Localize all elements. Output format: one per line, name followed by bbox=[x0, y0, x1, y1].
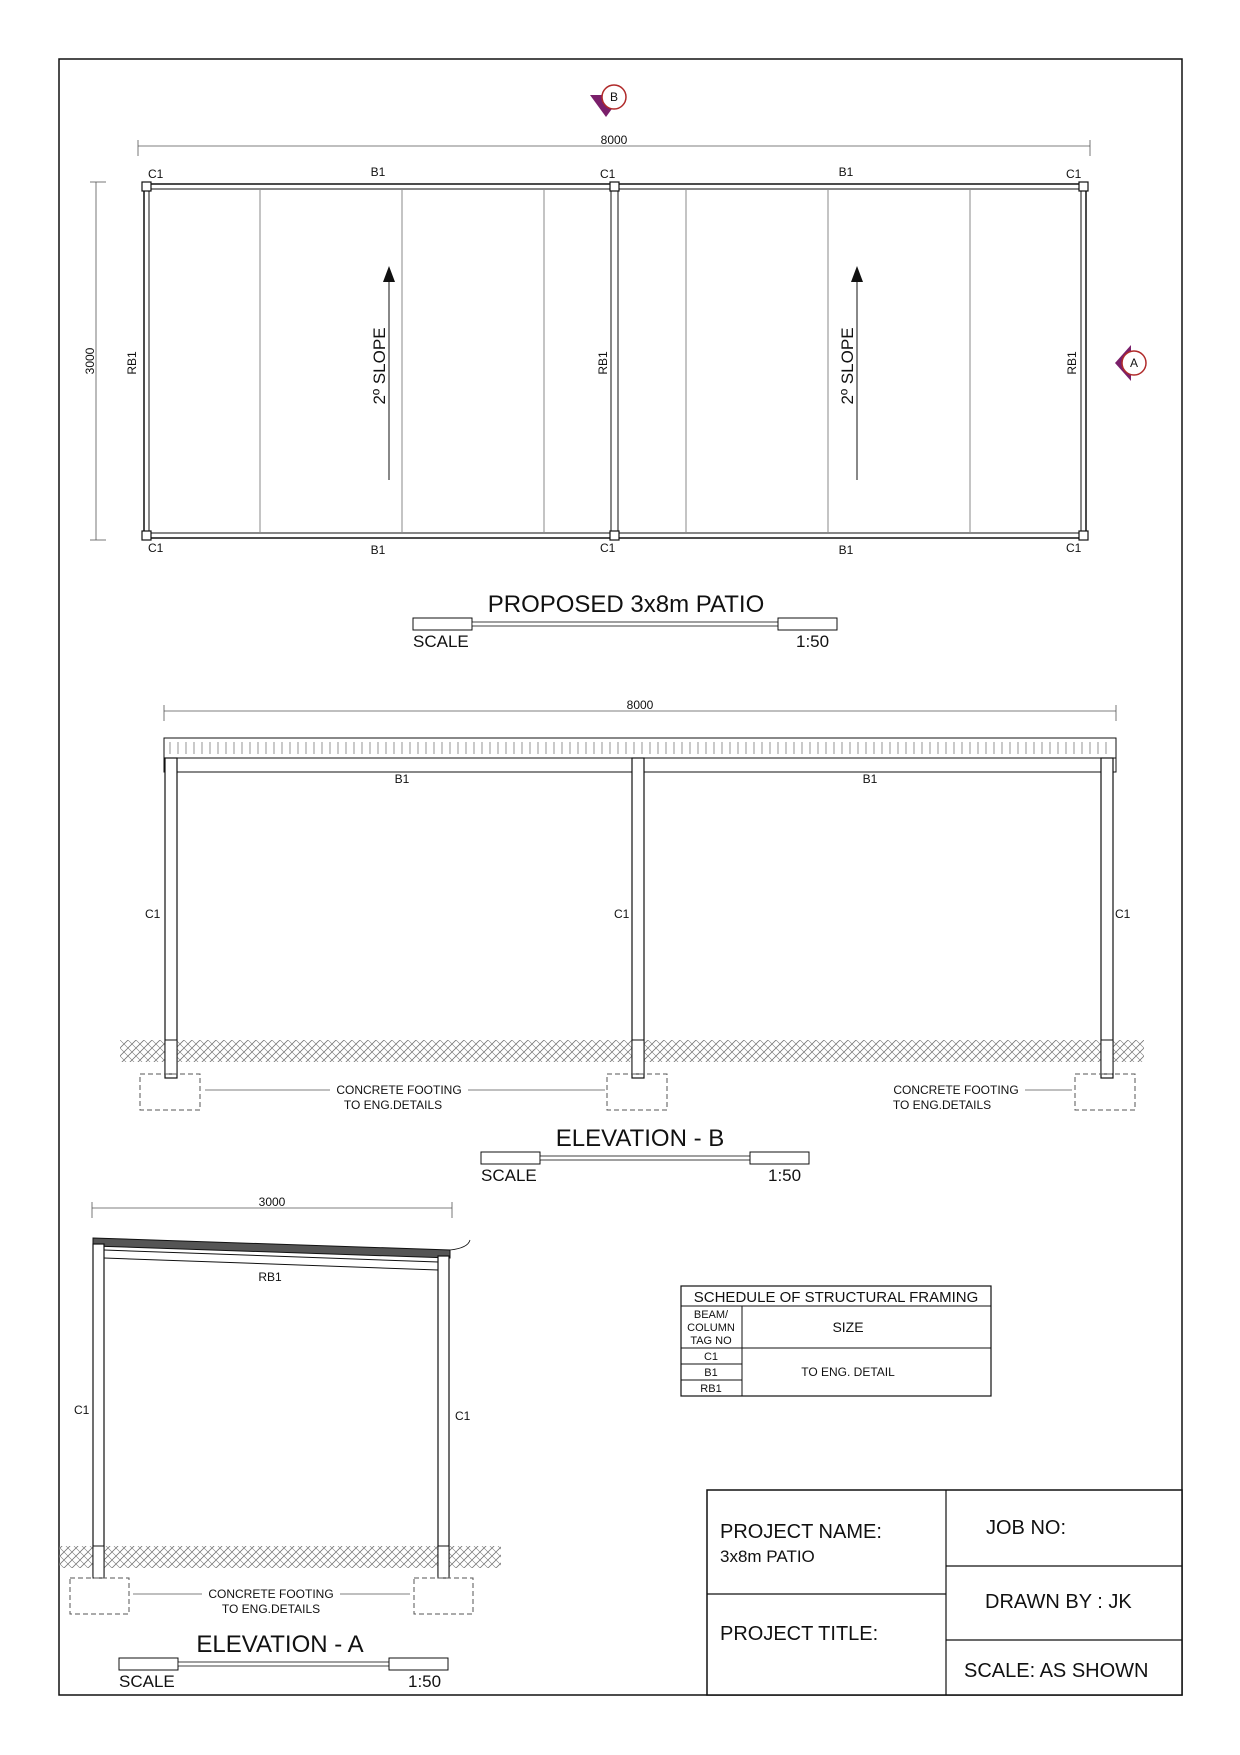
elevation-a-scale-label: SCALE bbox=[119, 1672, 175, 1691]
schedule-header-tag-line1: BEAM/ bbox=[693, 1309, 729, 1321]
plan-column-tag: C1 bbox=[600, 541, 616, 555]
elevation-b-scale-label: SCALE bbox=[481, 1166, 537, 1185]
plan-rafter-tag: RB1 bbox=[596, 351, 610, 375]
concrete-footing bbox=[607, 1074, 667, 1110]
elevation-a-column-tag: C1 bbox=[455, 1409, 471, 1423]
schedule-header-tag-line2: COLUMN bbox=[687, 1322, 735, 1334]
plan-rafter-tag: RB1 bbox=[1065, 351, 1079, 375]
roof-sheeting bbox=[164, 738, 1116, 758]
elevation-b-column-tag: C1 bbox=[1115, 907, 1131, 921]
concrete-footing bbox=[140, 1074, 200, 1110]
plan-beam-tag: B1 bbox=[370, 165, 386, 179]
plan-column bbox=[142, 531, 151, 540]
elevation-b-beam-tag: B1 bbox=[394, 772, 410, 786]
plan-column-tag: C1 bbox=[148, 541, 164, 555]
section-marker-b[interactable] bbox=[590, 85, 626, 117]
column-c1 bbox=[632, 758, 644, 1078]
plan-column bbox=[610, 531, 619, 540]
drawn-by: DRAWN BY : JK bbox=[985, 1591, 1132, 1613]
sheet-border bbox=[59, 59, 1182, 1695]
plan-view bbox=[83, 85, 1146, 651]
plan-column-tag: C1 bbox=[148, 167, 164, 181]
plan-column bbox=[610, 182, 619, 191]
plan-column-tag: C1 bbox=[1066, 167, 1082, 181]
footing-note-line2: TO ENG.DETAILS bbox=[892, 1098, 992, 1112]
project-title-label: PROJECT TITLE: bbox=[720, 1623, 879, 1645]
section-marker-b-label: B bbox=[609, 90, 619, 104]
plan-rafter-tag: RB1 bbox=[125, 351, 139, 375]
elevation-b-title: ELEVATION - B bbox=[555, 1125, 725, 1152]
slope-label: 2º SLOPE bbox=[370, 327, 389, 405]
schedule-row-tag: RB1 bbox=[700, 1383, 722, 1395]
elevation-a-scale-bar bbox=[119, 1658, 448, 1670]
column-c1 bbox=[438, 1256, 449, 1576]
section-marker-a[interactable] bbox=[1115, 345, 1146, 381]
footing-note-line1: CONCRETE FOOTING bbox=[208, 1587, 334, 1601]
schedule-size-value: TO ENG. DETAIL bbox=[801, 1365, 895, 1379]
plan-beam-tag: B1 bbox=[838, 543, 854, 557]
job-no-label: JOB NO: bbox=[986, 1517, 1067, 1539]
footing-note-line1: CONCRETE FOOTING bbox=[336, 1083, 462, 1097]
concrete-footing bbox=[414, 1578, 473, 1614]
section-marker-a-label: A bbox=[1129, 356, 1139, 370]
project-name-label: PROJECT NAME: bbox=[720, 1521, 882, 1543]
column-c1 bbox=[165, 758, 177, 1078]
schedule-row-tag: C1 bbox=[703, 1351, 719, 1363]
project-name-value: 3x8m PATIO bbox=[720, 1547, 815, 1566]
schedule-row-tag: B1 bbox=[704, 1367, 718, 1379]
elevation-b-beam-tag: B1 bbox=[862, 772, 878, 786]
plan-scale-ratio: 1:50 bbox=[796, 632, 830, 651]
column-c1 bbox=[93, 1244, 104, 1576]
elevation-a-view bbox=[59, 1195, 501, 1691]
elevation-b-scale-bar bbox=[481, 1152, 809, 1164]
schedule-header-size: SIZE bbox=[832, 1319, 864, 1335]
ground-hatch bbox=[59, 1546, 501, 1568]
elevation-b-column-tag: C1 bbox=[614, 907, 630, 921]
concrete-footing bbox=[1075, 1074, 1135, 1110]
plan-beam-tag: B1 bbox=[370, 543, 386, 557]
slope-label: 2º SLOPE bbox=[838, 327, 857, 405]
elevation-b-scale-ratio: 1:50 bbox=[768, 1166, 802, 1185]
elevation-b-column-tag: C1 bbox=[145, 907, 161, 921]
elevation-a-scale-ratio: 1:50 bbox=[408, 1672, 442, 1691]
elevation-a-rafter-tag: RB1 bbox=[258, 1270, 282, 1284]
plan-title: PROPOSED 3x8m PATIO bbox=[487, 591, 765, 618]
elevation-a-dimension: 3000 bbox=[258, 1195, 286, 1209]
footing-note-line2: TO ENG.DETAILS bbox=[343, 1098, 443, 1112]
elevation-a-title: ELEVATION - A bbox=[196, 1631, 364, 1658]
roof-sheeting-sloped bbox=[93, 1238, 450, 1258]
elevation-b-view bbox=[120, 698, 1144, 1185]
plan-beam-tag: B1 bbox=[838, 165, 854, 179]
plan-width-dimension: 3000 bbox=[83, 347, 97, 375]
footing-note-line2: TO ENG.DETAILS bbox=[221, 1602, 321, 1616]
plan-column-tag: C1 bbox=[600, 167, 616, 181]
column-c1 bbox=[1101, 758, 1113, 1078]
elevation-b-dimension: 8000 bbox=[626, 698, 654, 712]
plan-column-tag: C1 bbox=[1066, 541, 1082, 555]
plan-column bbox=[1079, 531, 1088, 540]
schedule-title: SCHEDULE OF STRUCTURAL FRAMING bbox=[693, 1289, 979, 1306]
footing-note-line1: CONCRETE FOOTING bbox=[893, 1083, 1019, 1097]
slope-arrow bbox=[838, 266, 863, 480]
plan-column bbox=[1079, 182, 1088, 191]
framing-schedule bbox=[681, 1286, 991, 1396]
schedule-header-tag-line3: TAG NO bbox=[690, 1335, 732, 1347]
plan-length-dimension: 8000 bbox=[600, 133, 628, 147]
drawing-scale: SCALE: AS SHOWN bbox=[964, 1660, 1149, 1682]
elevation-a-column-tag: C1 bbox=[74, 1403, 90, 1417]
slope-arrow bbox=[370, 266, 395, 480]
plan-inner-frame bbox=[149, 189, 1081, 533]
title-block bbox=[707, 1490, 1182, 1695]
plan-column bbox=[142, 182, 151, 191]
concrete-footing bbox=[70, 1578, 129, 1614]
plan-scale-label: SCALE bbox=[413, 632, 469, 651]
plan-outer-frame bbox=[144, 184, 1086, 538]
plan-scale-bar bbox=[413, 618, 837, 630]
